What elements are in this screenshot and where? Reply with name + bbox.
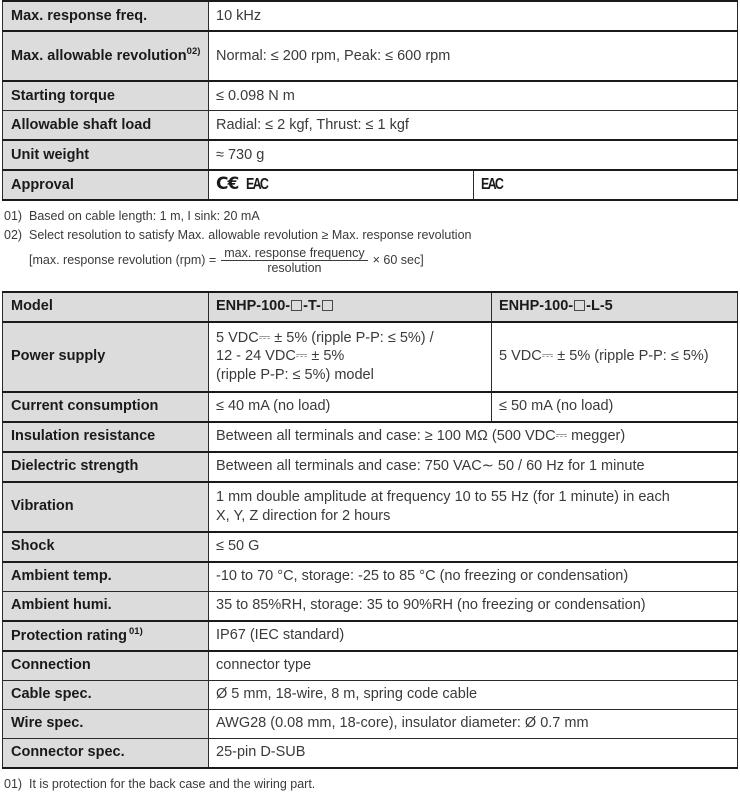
row-label-starting-torque: Starting torque xyxy=(3,81,209,111)
table-row xyxy=(3,1,738,31)
table-row xyxy=(3,452,738,482)
label-text: Protection rating xyxy=(11,628,127,644)
table-row xyxy=(3,81,738,111)
row-label-connector-spec: Connector spec. xyxy=(3,738,209,768)
row-value-power-supply-a xyxy=(209,322,492,392)
row-label-protection-rating xyxy=(3,621,209,651)
column-header-model: Model xyxy=(3,292,209,322)
row-value-wire-spec: AWG28 (0.08 mm, 18-core), insulator diameter: Ø 0.7 mm xyxy=(209,709,738,738)
value-line: X, Y, Z direction for 2 hours xyxy=(216,507,730,526)
table-header-row xyxy=(3,292,738,322)
formula-numerator: max. response frequency xyxy=(221,246,367,261)
specification-table-lower xyxy=(2,291,738,769)
specification-table-upper xyxy=(2,0,738,201)
label-text: Max. allowable revolution xyxy=(11,48,187,64)
row-value-ambient-humi: 35 to 85%RH, storage: 35 to 90%RH (no freezing or condensation) xyxy=(209,591,738,621)
footnote-marker: 01) xyxy=(127,626,143,637)
table-row xyxy=(3,621,738,651)
row-label-connection: Connection xyxy=(3,651,209,681)
row-label-max-response-freq: Max. response freq. xyxy=(3,1,209,31)
formula-fraction xyxy=(221,246,367,275)
table-row xyxy=(3,322,738,392)
row-label-insulation-resistance: Insulation resistance xyxy=(3,422,209,452)
table-row xyxy=(3,482,738,532)
row-label-shock: Shock xyxy=(3,532,209,562)
row-value-unit-weight: ≈ 730 g xyxy=(209,140,738,170)
row-label-dielectric-strength: Dielectric strength xyxy=(3,452,209,482)
model-a-mid: -T- xyxy=(303,298,321,314)
model-a-prefix: ENHP-100- xyxy=(216,298,290,314)
row-value-current-consumption-a: ≤ 40 mA (no load) xyxy=(209,392,492,422)
value-line: 12 - 24 VDC⎓ ± 5% xyxy=(216,347,484,366)
row-label-unit-weight: Unit weight xyxy=(3,140,209,170)
row-value-ambient-temp: -10 to 70 °C, storage: -25 to 85 °C (no freezing or condensation) xyxy=(209,562,738,592)
value-line: 1 mm double amplitude at frequency 10 to 55 Hz (for 1 minute) in each xyxy=(216,488,730,507)
footnote-number: 01) xyxy=(4,775,29,793)
table-row xyxy=(3,31,738,81)
table-row xyxy=(3,562,738,592)
value-line: (ripple P-P: ≤ 5%) model xyxy=(216,366,484,385)
table-row xyxy=(3,532,738,562)
row-value-insulation-resistance: Between all terminals and case: ≥ 100 MΩ (500 VDC⎓ megger) xyxy=(209,422,738,452)
placeholder-box-icon xyxy=(322,300,333,311)
eac-mark-icon: EAC xyxy=(481,175,502,195)
row-label-ambient-temp: Ambient temp. xyxy=(3,562,209,592)
row-value-connector-spec: 25-pin D-SUB xyxy=(209,738,738,768)
row-label-approval: Approval xyxy=(3,170,209,200)
table-row xyxy=(3,680,738,709)
row-value-dielectric-strength: Between all terminals and case: 750 VAC∼ 50 / 60 Hz for 1 minute xyxy=(209,452,738,482)
footnote-item xyxy=(4,207,740,226)
row-label-allowable-shaft-load: Allowable shaft load xyxy=(3,111,209,141)
footnote-marker: 02) xyxy=(187,46,201,57)
row-value-power-supply-b: 5 VDC⎓ ± 5% (ripple P-P: ≤ 5%) xyxy=(492,322,738,392)
row-value-approval-left xyxy=(209,170,474,200)
row-value-vibration xyxy=(209,482,738,532)
footnotes-lower xyxy=(0,769,740,793)
table-row xyxy=(3,392,738,422)
footnote-item xyxy=(4,226,740,245)
footnote-item xyxy=(4,775,740,793)
row-value-protection-rating: IP67 (IEC standard) xyxy=(209,621,738,651)
formula-max-response-revolution xyxy=(4,246,740,275)
footnote-text: Based on cable length: 1 m, I sink: 20 mA xyxy=(29,207,740,226)
row-label-wire-spec: Wire spec. xyxy=(3,709,209,738)
value-line: 5 VDC⎓ ± 5% (ripple P-P: ≤ 5%) / xyxy=(216,329,484,348)
formula-denominator: resolution xyxy=(221,261,367,275)
row-label-power-supply: Power supply xyxy=(3,322,209,392)
row-value-approval-right xyxy=(473,170,738,200)
row-value-allowable-shaft-load: Radial: ≤ 2 kgf, Thrust: ≤ 1 kgf xyxy=(209,111,738,141)
footnote-text: It is protection for the back case and the wiring part. xyxy=(29,775,740,793)
table-row xyxy=(3,170,738,200)
formula-suffix: × 60 sec] xyxy=(373,251,424,270)
ce-mark-icon: C€ xyxy=(216,174,238,196)
table-row xyxy=(3,111,738,141)
column-header-model-a xyxy=(209,292,492,322)
table-row xyxy=(3,591,738,621)
placeholder-box-icon xyxy=(291,300,302,311)
eac-mark-icon: EAC xyxy=(246,175,267,195)
table-row xyxy=(3,140,738,170)
row-value-shock: ≤ 50 G xyxy=(209,532,738,562)
footnote-number: 02) xyxy=(4,226,29,245)
row-label-vibration: Vibration xyxy=(3,482,209,532)
footnote-text: Select resolution to satisfy Max. allowable revolution ≥ Max. response revolution xyxy=(29,226,740,245)
model-b-suffix: -L-5 xyxy=(586,298,613,314)
row-value-cable-spec: Ø 5 mm, 18-wire, 8 m, spring code cable xyxy=(209,680,738,709)
footnote-number: 01) xyxy=(4,207,29,226)
row-value-connection: connector type xyxy=(209,651,738,681)
row-label-ambient-humi: Ambient humi. xyxy=(3,591,209,621)
table-row xyxy=(3,422,738,452)
table-row xyxy=(3,738,738,768)
column-header-model-b xyxy=(492,292,738,322)
placeholder-box-icon xyxy=(574,300,585,311)
row-label-cable-spec: Cable spec. xyxy=(3,680,209,709)
table-row xyxy=(3,709,738,738)
row-value-starting-torque: ≤ 0.098 N m xyxy=(209,81,738,111)
row-value-max-response-freq: 10 kHz xyxy=(209,1,738,31)
model-b-prefix: ENHP-100- xyxy=(499,298,573,314)
formula-prefix: [max. response revolution (rpm) = xyxy=(29,251,216,270)
table-row xyxy=(3,651,738,681)
row-value-current-consumption-b: ≤ 50 mA (no load) xyxy=(492,392,738,422)
footnotes-upper xyxy=(0,201,740,275)
row-label-max-allowable-revolution xyxy=(3,31,209,81)
row-value-max-allowable-revolution: Normal: ≤ 200 rpm, Peak: ≤ 600 rpm xyxy=(209,31,738,81)
row-label-current-consumption: Current consumption xyxy=(3,392,209,422)
